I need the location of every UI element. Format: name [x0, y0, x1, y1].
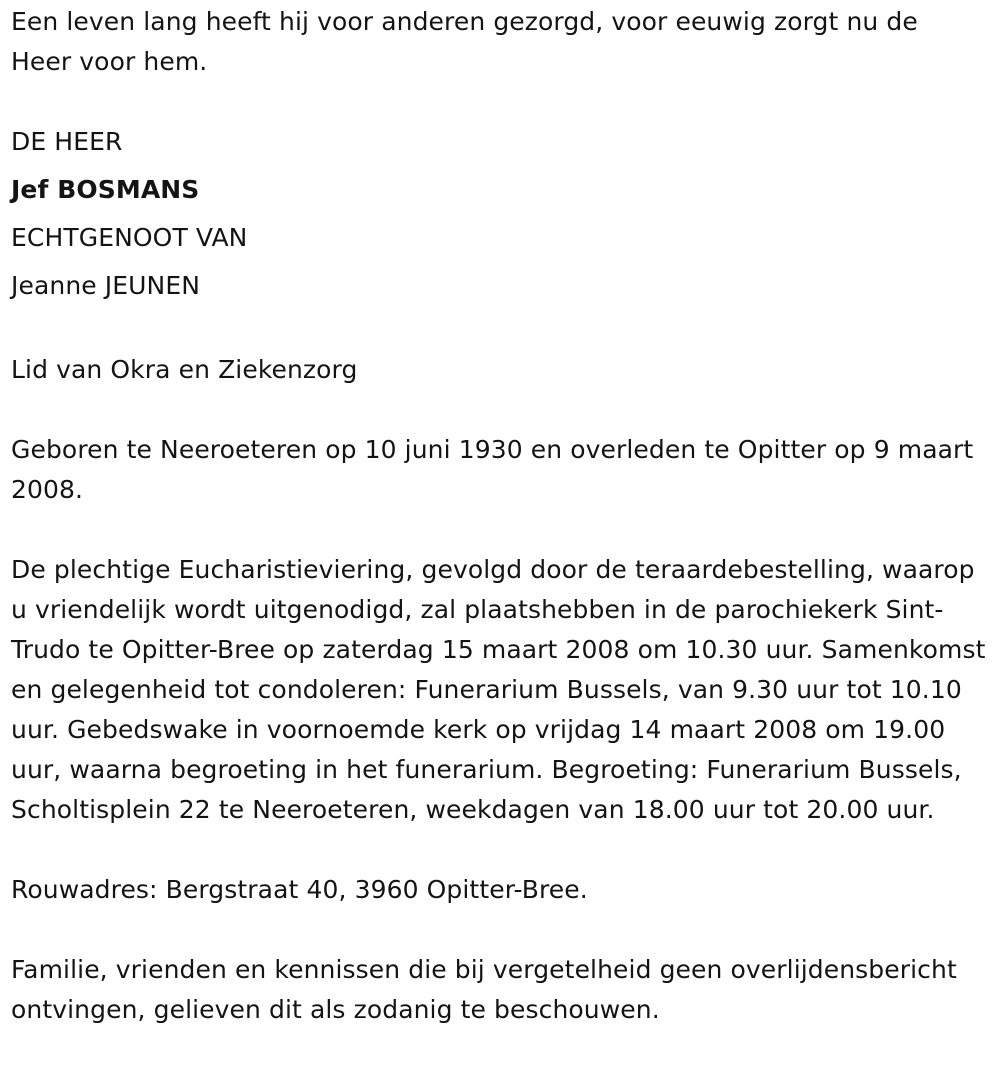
closing-paragraph: Familie, vrienden en kennissen die bij vergetelheid geen overlijdensbericht ontvingen, gelieven dit als zodanig te beschouwen. — [11, 955, 957, 1024]
title-line: DE HEER — [11, 127, 123, 156]
deceased-block — [11, 122, 986, 310]
spouse-name: Jeanne JEUNEN — [11, 271, 201, 300]
deceased-name: Jef BOSMANS — [11, 175, 200, 204]
ceremony-paragraph: De plechtige Eucharistieviering, gevolgd door de teraardebestelling, waarop u vriendelijk wordt uitgenodigd, zal plaatshebben in de parochiekerk Sint-Trudo te Opitter-Bree op zaterdag 15 maart 2008 om 10.30 uur. Samenkomst en gelegenheid tot condoleren: Funerarium Bussels, van 9.30 uur tot 10.10 uur. Gebedswake in voornoemde kerk op vrijdag 14 maart 2008 om 19.00 uur, waarna begroeting in het funerarium. Begroeting: Funerarium Bussels, Scholtisplein 22 te Neeroeteren, weekdagen van 18.00 uur tot 20.00 uur. — [11, 555, 986, 824]
membership-paragraph: Lid van Okra en Ziekenzorg — [11, 355, 358, 384]
birth-death-paragraph: Geboren te Neeroeteren op 10 juni 1930 en overleden te Opitter op 9 maart 2008. — [11, 435, 974, 504]
intro-paragraph: Een leven lang heeft hij voor anderen gezorgd, voor eeuwig zorgt nu de Heer voor hem. — [11, 7, 918, 76]
address-paragraph: Rouwadres: Bergstraat 40, 3960 Opitter-Bree. — [11, 875, 588, 904]
spouse-label: ECHTGENOOT VAN — [11, 223, 248, 252]
obituary-document — [11, 2, 986, 1070]
